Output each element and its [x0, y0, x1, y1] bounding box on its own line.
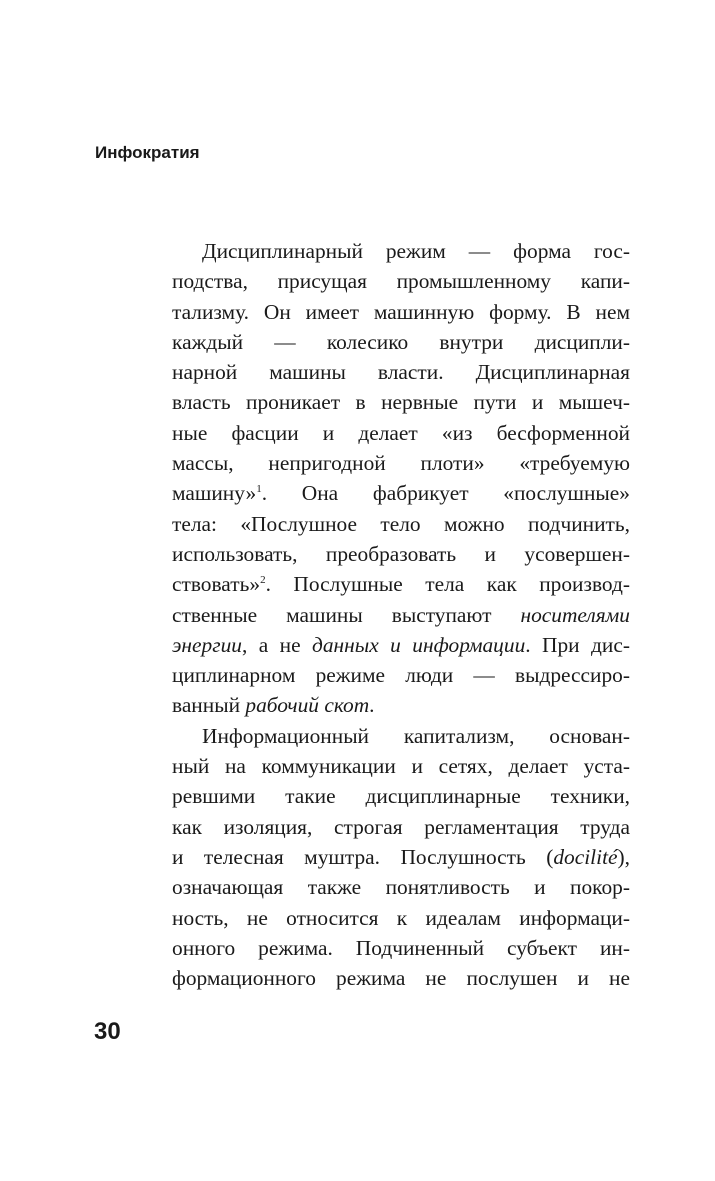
text-line [172, 297, 630, 327]
text-run: использовать, преобразовать и усовершен- [172, 541, 630, 566]
text-run: . Она фабрикует «послушные» [261, 481, 630, 506]
text-run: машину» [172, 481, 257, 506]
text-line [172, 751, 630, 781]
text-run: каждый — колесико внутри дисципли- [172, 329, 630, 354]
text-run: как изоляция, строгая регламентация труда [172, 814, 630, 839]
text-line [172, 418, 630, 448]
text-line [172, 387, 630, 417]
text-run: , а не [241, 632, 313, 657]
text-line [172, 448, 630, 478]
text-run: Дисциплинарный режим — форма гос- [202, 239, 630, 263]
text-line [172, 539, 630, 569]
text-run: . При дис- [525, 632, 630, 657]
body-text [172, 236, 630, 993]
emphasis: носителями [520, 602, 630, 627]
text-line [172, 933, 630, 963]
text-run: ственные машины выступают [172, 602, 521, 627]
text-run: ный на коммуникации и сетях, делает уста- [172, 754, 630, 779]
emphasis: данных и информации [312, 632, 526, 657]
text-line [172, 872, 630, 902]
emphasis: рабочий скот [245, 693, 370, 718]
text-line [172, 690, 630, 720]
text-line [172, 781, 630, 811]
text-line [172, 478, 630, 508]
text-line [172, 812, 630, 842]
emphasis: docilité [553, 844, 618, 869]
text-run: ность, не относится к идеалам информаци- [172, 905, 630, 930]
emphasis: энергии [172, 632, 242, 657]
text-line [172, 600, 630, 630]
text-line [172, 509, 630, 539]
text-line [172, 266, 630, 296]
text-line [172, 660, 630, 690]
text-run: означающая также понятливость и покор- [172, 875, 630, 900]
text-line [172, 903, 630, 933]
text-line [172, 842, 630, 872]
text-run: тализму. Он имеет машинную форму. В нем [172, 299, 630, 324]
text-line [172, 357, 630, 387]
text-run: нарной машины власти. Дисциплинарная [172, 360, 630, 385]
text-run: ), [617, 844, 630, 869]
text-run: ные фасции и делает «из бесформенной [172, 420, 630, 445]
footnote-ref: 1 [256, 483, 262, 496]
text-line [172, 569, 630, 599]
text-run: массы, непригодной плоти» «требуемую [172, 451, 630, 476]
text-run: и телесная муштра. Послушность ( [172, 844, 554, 869]
text-run: подства, присущая промышленному капи- [172, 269, 630, 294]
text-run: тела: «Послушное тело можно подчинить, [172, 511, 630, 536]
text-run: . [369, 693, 375, 718]
text-run: онного режима. Подчиненный субъект ин- [172, 935, 630, 960]
text-run: формационного режима не послушен и не [172, 966, 630, 991]
page-number: 30 [94, 1018, 121, 1045]
text-run: ревшими такие дисциплинарные техники, [172, 784, 630, 809]
text-line [172, 327, 630, 357]
footnote-ref: 2 [260, 574, 266, 587]
text-line [172, 721, 630, 751]
text-run: ванный [172, 693, 246, 718]
text-run: ствовать» [172, 572, 261, 597]
text-run: циплинарном режиме люди — выдрессиро- [172, 663, 630, 688]
text-run: власть проникает в нервные пути и мышеч- [172, 390, 630, 415]
running-title: Инфократия [95, 143, 200, 162]
text-run: . Послушные тела как производ- [265, 572, 630, 597]
text-line [172, 630, 630, 660]
text-line [172, 963, 630, 993]
text-line [172, 236, 630, 266]
text-run: Информационный капитализм, основан- [202, 723, 630, 748]
